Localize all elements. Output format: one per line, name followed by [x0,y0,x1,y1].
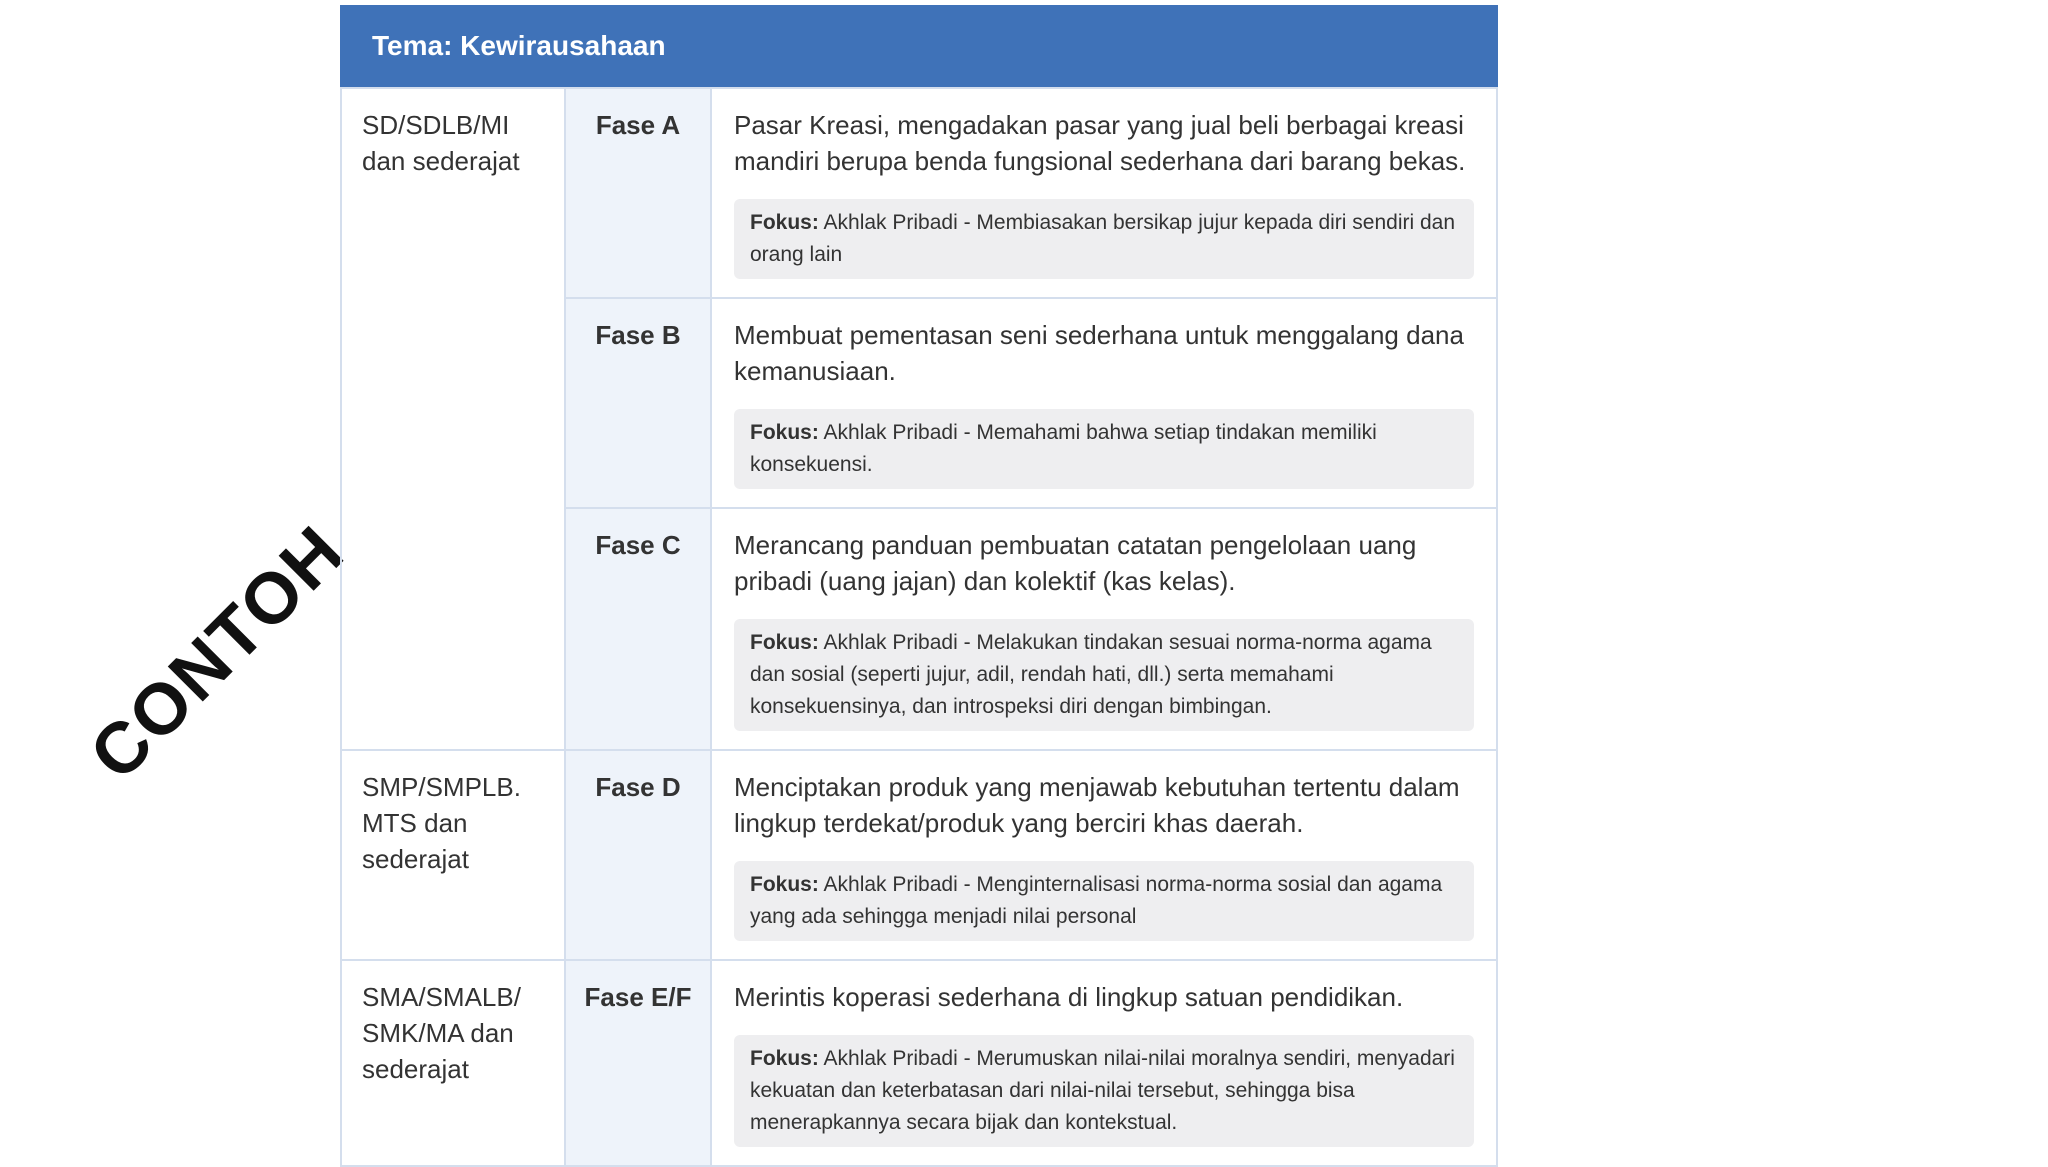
focus-text: Akhlak Pribadi - Melakukan tindakan sesuai norma-norma agama dan sosial (seperti jujur, adil, rendah hati, dll.) serta memahami konsekuensinya, dan introspeksi diri dengan bimbingan. [750,631,1432,718]
school-level: SMP/SMPLB. MTS dan sederajat [342,751,566,959]
school-level: SD/SDLB/MI dan sederajat [342,89,566,749]
phase-content [712,89,1496,297]
phase-row [566,89,1496,297]
focus-text: Akhlak Pribadi - Membiasakan bersikap jujur kepada diri sendiri dan orang lain [750,211,1456,266]
phase-row [566,961,1496,1165]
focus-label: Fokus: [750,421,819,444]
focus-box [734,861,1474,941]
focus-label: Fokus: [750,211,819,234]
phase-row [566,751,1496,959]
focus-box [734,1035,1474,1147]
phase-row [566,507,1496,749]
activity-description: Merintis koperasi sederhana di lingkup satuan pendidikan. [734,982,1404,1012]
focus-text: Akhlak Pribadi - Menginternalisasi norma-norma sosial dan agama yang ada sehingga menjadi nilai personal [750,873,1443,928]
phase-content [712,751,1496,959]
table-row-smp [342,749,1496,959]
activity-description: Menciptakan produk yang menjawab kebutuhan tertentu dalam lingkup terdekat/produk yang berciri khas daerah. [734,772,1460,838]
phase-group [566,961,1496,1165]
activity-description: Membuat pementasan seni sederhana untuk menggalang dana kemanusiaan. [734,320,1464,386]
activity-description: Merancang panduan pembuatan catatan pengelolaan uang pribadi (uang jajan) dan kolektif (kas kelas). [734,530,1417,596]
phase-group [566,89,1496,749]
table-row-sma [342,959,1496,1165]
focus-text: Akhlak Pribadi - Merumuskan nilai-nilai moralnya sendiri, menyadari kekuatan dan keterbatasan dari nilai-nilai tersebut, sehingga bisa menerapkannya secara bijak dan kontekstual. [750,1047,1455,1134]
phase-group [566,751,1496,959]
phase-row [566,297,1496,507]
focus-box [734,199,1474,279]
focus-label: Fokus: [750,1047,819,1070]
focus-box [734,619,1474,731]
focus-label: Fokus: [750,873,819,896]
phase-label: Fase A [566,89,712,297]
focus-text: Akhlak Pribadi - Memahami bahwa setiap tindakan memiliki konsekuensi. [750,421,1377,476]
phase-label: Fase D [566,751,712,959]
activity-description: Pasar Kreasi, mengadakan pasar yang jual beli berbagai kreasi mandiri berupa benda fungsional sederhana dari barang bekas. [734,110,1466,176]
table-row-sd [342,87,1496,749]
watermark: CONTOH [74,510,360,796]
table-title: Tema: Kewirausahaan [372,30,666,61]
table-header [340,5,1498,87]
phase-content [712,961,1496,1165]
phase-label: Fase C [566,509,712,749]
phase-label: Fase E/F [566,961,712,1165]
phase-label: Fase B [566,299,712,507]
focus-label: Fokus: [750,631,819,654]
phase-content [712,299,1496,507]
theme-table [340,5,1498,1167]
school-level: SMA/SMALB/ SMK/MA dan sederajat [342,961,566,1165]
phase-content [712,509,1496,749]
focus-box [734,409,1474,489]
